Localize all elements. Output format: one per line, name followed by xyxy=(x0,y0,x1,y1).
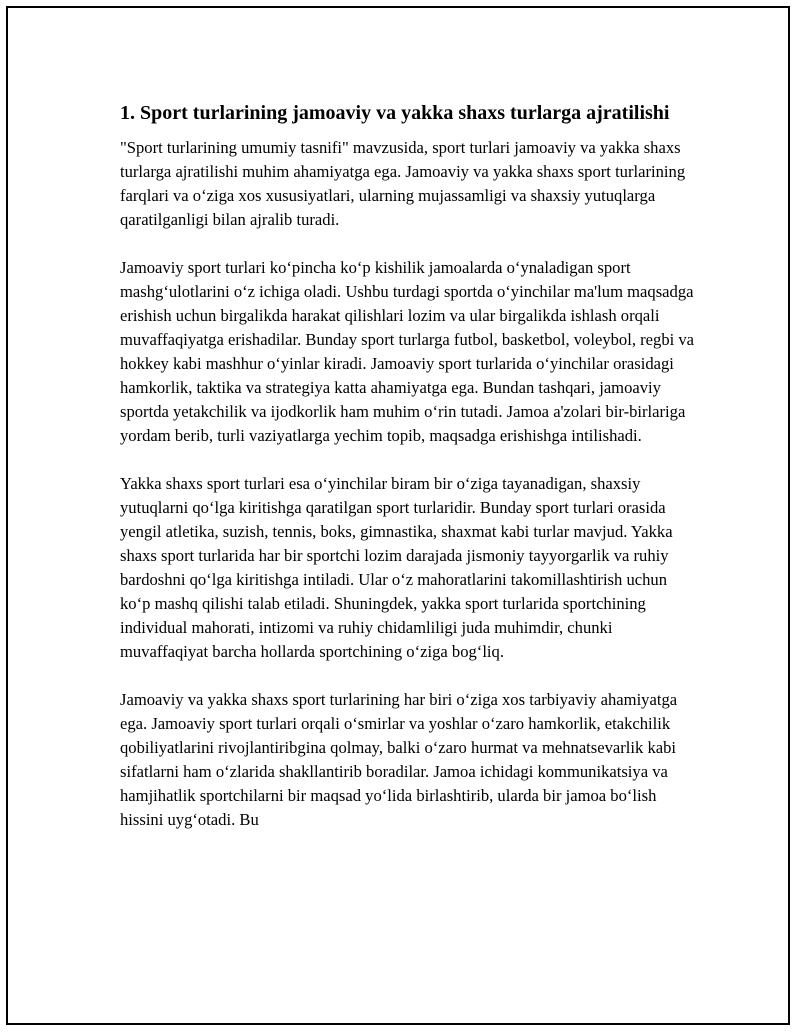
section-heading: 1. Sport turlarining jamoaviy va yakka shaxs turlarga ajratilishi xyxy=(120,102,670,124)
paragraph-intro: "Sport turlarining umumiy tasnifi" mavzusida, sport turlari jamoaviy va yakka shaxs turlarga ajratilishi muhim ahamiyatga ega. Jamoaviy va yakka shaxs sport turlarining farqlari va o‘ziga xos xususiyatlari, ularning mujassamligi va shaxsiy yutuqlarga qaratilganligi bilan ajralib turadi. xyxy=(120,138,686,229)
paragraph-educational-value: Jamoaviy va yakka shaxs sport turlarining har biri o‘ziga xos tarbiyaviy ahamiyatga ega. Jamoaviy sport turlari orqali o‘smirlar va yoshlar o‘zaro hamkorlik, etakchilik qobiliyatlarini rivojlantiribgina qolmay, balki o‘zaro hurmat va mehnatsevarlik kabi sifatlarni ham o‘zlarida shakllantirib boradilar. Jamoa ichidagi kommunikatsiya va hamjihatlik sportchilarni bir maqsad yo‘lida birlashtirib, ularda bir jamoa bo‘lish hissini uyg‘otadi. Bu xyxy=(120,690,678,829)
paragraph-team-sports: Jamoaviy sport turlari ko‘pincha ko‘p kishilik jamoalarda o‘ynaladigan sport mashg‘ulotlarini o‘z ichiga oladi. Ushbu turdagi sportda o‘yinchilar ma'lum maqsadga erishish uchun birgalikda harakat qilishlari lozim va ular birgalikda ishlash orqali muvaffaqiyatga erishadilar. Bunday sport turlarga futbol, basketbol, voleybol, regbi va hokkey kabi mashhur o‘yinlar kiradi. Jamoaviy sport turlarida o‘yinchilar orasidagi hamkorlik, taktika va strategiya katta ahamiyatga ega. Bundan tashqari, jamoaviy sportda yetakchilik va ijodkorlik ham muhim o‘rin tutadi. Jamoa a'zolari bir-birlariga yordam berib, turli vaziyatlarga yechim topib, maqsadga erishishga intilishadi. xyxy=(120,258,695,445)
document-body xyxy=(120,100,695,856)
page-frame xyxy=(6,6,790,1025)
paragraph-individual-sports: Yakka shaxs sport turlari esa o‘yinchilar biram bir o‘ziga tayanadigan, shaxsiy yutuqlarni qo‘lga kiritishga qaratilgan sport turlaridir. Bunday sport turlari orasida yengil atletika, suzish, tennis, boks, gimnastika, shaxmat kabi turlar mavjud. Yakka shaxs sport turlarida har bir sportchi lozim darajada jismoniy tayyorgarlik va ruhiy bardoshni qo‘lga kiritishga intiladi. Ular o‘z mahoratlarini takomillashtirish uchun ko‘p mashq qilishi talab etiladi. Shuningdek, yakka sport turlarida sportchining individual mahorati, intizomi va ruhiy chidamliligi juda muhimdir, chunki muvaffaqiyat barcha hollarda sportchining o‘ziga bog‘liq. xyxy=(120,474,673,661)
